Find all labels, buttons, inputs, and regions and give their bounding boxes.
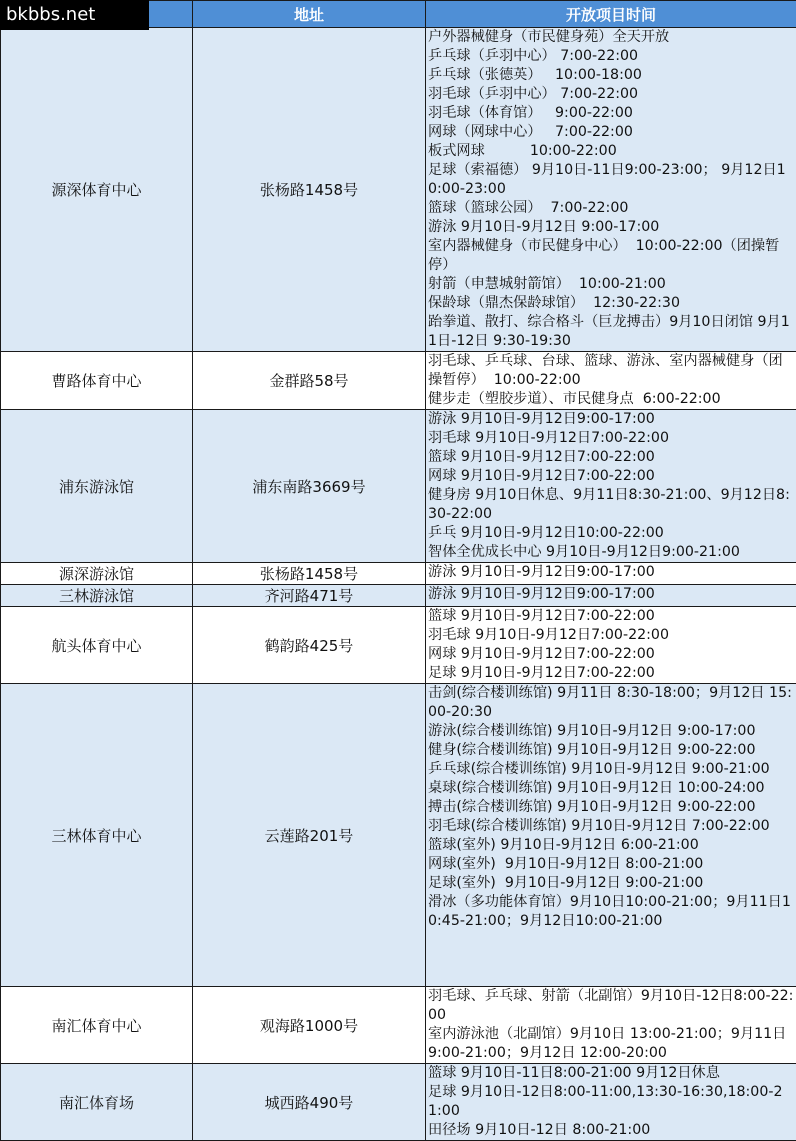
venue-name: 曹路体育中心: [1, 352, 193, 410]
table-row: [1, 987, 796, 1064]
venue-schedule: 羽毛球、乒乓球、射箭（北副馆）9月10日-12日8:00-22:00 室内游泳池（北副馆）9月10日 13:00-21:00；9月11日 9:00-21:00；9月12日 12:00-20:00: [426, 987, 796, 1064]
venue-name: 三林游泳馆: [1, 585, 193, 607]
venue-address: 鹤韵路425号: [193, 607, 426, 684]
watermark-label: bkbbs.net: [0, 0, 149, 30]
venue-address: 云莲路201号: [193, 684, 426, 987]
table-row: [1, 1064, 796, 1141]
venue-name: 航头体育中心: [1, 607, 193, 684]
venue-name: 源深游泳馆: [1, 563, 193, 585]
header-address: 地址: [193, 1, 426, 28]
venue-address: 齐河路471号: [193, 585, 426, 607]
venue-schedule: 游泳 9月10日-9月12日9:00-17:00: [426, 563, 796, 585]
venue-name: 三林体育中心: [1, 684, 193, 987]
venue-name: 南汇体育中心: [1, 987, 193, 1064]
table-row: [1, 352, 796, 410]
venue-address: 张杨路1458号: [193, 28, 426, 352]
venue-address: 金群路58号: [193, 352, 426, 410]
venue-schedule: 击剑(综合楼训练馆) 9月11日 8:30-18:00；9月12日 15:00-20:30 游泳(综合楼训练馆) 9月10日-9月12日 9:00-17:00 健身(综合楼训练馆) 9月10日-9月12日 9:00-22:00 乒乓球(综合楼训练馆) 9月10日-9月12日 9:00-21:00 桌球(综合楼训练馆) 9月10日-9月12日 10:00-24:00 搏击(综合楼训练馆) 9月10日-9月12日 9:00-22:00 羽毛球(综合楼训练馆) 9月10日-9月12日 7:00-22:00 篮球(室外) 9月10日-9月12日 6:00-21:00 网球(室外) 9月10日-9月12日 8:00-21:00 足球(室外) 9月10日-9月12日 9:00-21:00 滑冰（多功能体育馆）9月10日10:00-21:00；9月11日10:45-21:00；9月12日10:00-21:00: [426, 684, 796, 987]
header-schedule: 开放项目时间: [426, 1, 796, 28]
venue-address: 张杨路1458号: [193, 563, 426, 585]
table-row: [1, 684, 796, 987]
venue-address: 城西路490号: [193, 1064, 426, 1141]
table-row: [1, 607, 796, 684]
table-row: [1, 28, 796, 352]
venue-schedule: 羽毛球、乒乓球、台球、篮球、游泳、室内器械健身（团操暂停） 10:00-22:00 健步走（塑胶步道）、市民健身点 6:00-22:00: [426, 352, 796, 410]
venue-schedule: 篮球 9月10日-9月12日7:00-22:00 羽毛球 9月10日-9月12日7:00-22:00 网球 9月10日-9月12日7:00-22:00 足球 9月10日-9月12日7:00-22:00: [426, 607, 796, 684]
table-row: [1, 410, 796, 563]
table-row: [1, 585, 796, 607]
venue-address: 浦东南路3669号: [193, 410, 426, 563]
venue-name: 源深体育中心: [1, 28, 193, 352]
venue-schedule: 篮球 9月10日-11日8:00-21:00 9月12日休息 足球 9月10日-12日8:00-11:00,13:30-16:30,18:00-21:00 田径场 9月10日-12日 8:00-21:00: [426, 1064, 796, 1141]
venue-schedule: 户外器械健身（市民健身苑）全天开放 乒乓球（乒羽中心） 7:00-22:00 乒乓球（张德英） 10:00-18:00 羽毛球（乒羽中心） 7:00-22:00 羽毛球（体育馆） 9:00-22:00 网球（网球中心） 7:00-22:00 板式网球 10:00-22:00 足球（索福德） 9月10日-11日9:00-23:00； 9月12日10:00-23:00 篮球（篮球公园） 7:00-22:00 游泳 9月10日-9月12日 9:00-17:00 室内器械健身（市民健身中心） 10:00-22:00（团操暂停） 射箭（申慧城射箭馆） 10:00-21:00 保龄球（鼎杰保龄球馆） 12:30-22:30 跆拳道、散打、综合格斗（巨龙搏击）9月10日闭馆 9月11日-12日 9:30-19:30: [426, 28, 796, 352]
venue-name: 南汇体育场: [1, 1064, 193, 1141]
table-row: [1, 563, 796, 585]
venue-schedule: 游泳 9月10日-9月12日9:00-17:00: [426, 585, 796, 607]
venue-name: 浦东游泳馆: [1, 410, 193, 563]
venue-address: 观海路1000号: [193, 987, 426, 1064]
venue-schedule: 游泳 9月10日-9月12日9:00-17:00 羽毛球 9月10日-9月12日7:00-22:00 篮球 9月10日-9月12日7:00-22:00 网球 9月10日-9月12日7:00-22:00 健身房 9月10日休息、9月11日8:30-21:00、9月12日8:30-22:00 乒乓 9月10日-9月12日10:00-22:00 智体全优成长中心 9月10日-9月12日9:00-21:00: [426, 410, 796, 563]
